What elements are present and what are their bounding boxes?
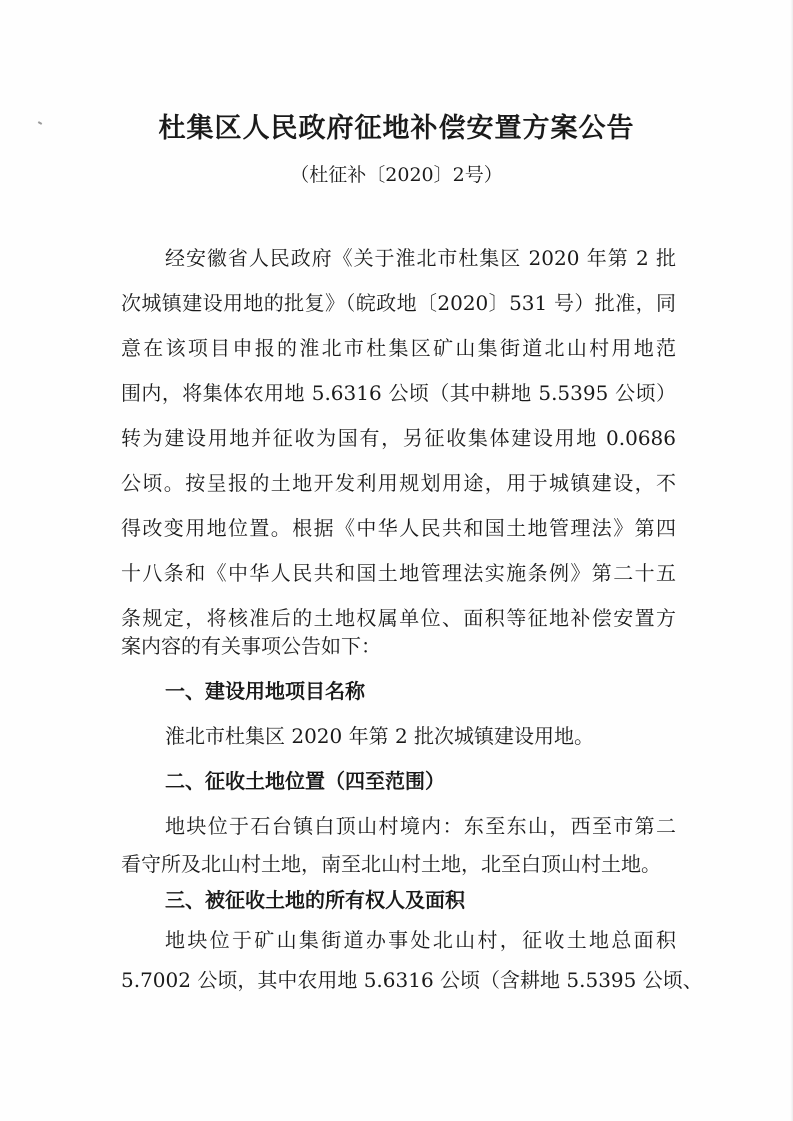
paragraph-line: 案内容的有关事项公告如下： — [121, 634, 381, 658]
section-heading: 三、被征收土地的所有权人及面积 — [165, 888, 465, 912]
paragraph-line: 经安徽省人民政府《关于淮北市杜集区 2020 年第 2 批 — [165, 246, 676, 270]
paragraph-line: 意在该项目申报的淮北市杜集区矿山集街道北山村用地范 — [121, 336, 676, 360]
document-title: 杜集区人民政府征地补偿安置方案公告 — [158, 113, 635, 144]
section-text-line: 5.7002 公顷，其中农用地 5.6316 公顷（含耕地 5.5395 公顷、 — [121, 968, 703, 992]
document-number: （杜征补〔2020〕2号） — [290, 164, 503, 186]
paragraph-line: 次城镇建设用地的批复》（皖政地〔2020〕531 号）批准，同 — [121, 291, 676, 315]
paragraph-line: 条规定，将核准后的土地权属单位、面积等征地补偿安置方 — [121, 606, 676, 630]
paragraph-line: 转为建设用地并征收为国有，另征收集体建设用地 0.0686 — [121, 426, 676, 450]
paragraph-line: 围内，将集体农用地 5.6316 公顷（其中耕地 5.5395 公顷） — [121, 381, 676, 405]
section-heading: 二、征收土地位置（四至范围） — [165, 769, 445, 793]
paragraph-line: 十八条和《中华人民共和国土地管理法实施条例》第二十五 — [121, 561, 676, 585]
section-text-line: 看守所及北山村土地，南至北山村土地，北至白顶山村土地。 — [121, 852, 661, 876]
paragraph-line: 公顷。按呈报的土地开发利用规划用途，用于城镇建设，不 — [121, 471, 676, 495]
section-text-line: 地块位于石台镇白顶山村境内：东至东山，西至市第二 — [165, 814, 676, 838]
paragraph-line: 得改变用地位置。根据《中华人民共和国土地管理法》第四 — [121, 516, 676, 540]
section-text-line: 地块位于矿山集街道办事处北山村，征收土地总面积 — [165, 928, 676, 952]
section-text-line: 淮北市杜集区 2020 年第 2 批次城镇建设用地。 — [165, 724, 595, 748]
section-heading: 一、建设用地项目名称 — [165, 679, 365, 703]
